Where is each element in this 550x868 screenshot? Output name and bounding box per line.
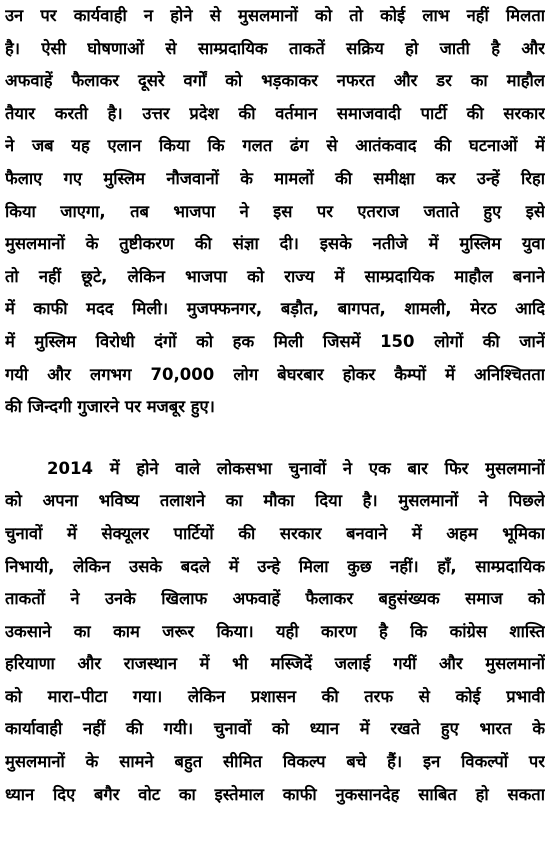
paragraph-1-line: किया जाएगा, तब भाजपा ने इस पर एतराज जताते हुए इसे xyxy=(5,201,545,221)
paragraph-2-line: को अपना भविष्य तलाशने का मौका दिया है। मुसलमानों ने पिछले xyxy=(5,491,545,511)
paragraph-2-line: कार्यावाही नहीं की गयी। चुनावों को ध्यान में रखते हुए भारत के xyxy=(5,719,545,739)
paragraph-2-line: ध्यान दिए बगैर वोट का इस्तेमाल काफी नुकसानदेह साबित हो सकता xyxy=(5,784,545,804)
paragraph-1-line: अफवाहें फैलाकर दूसरे वर्गों को भड़काकर नफरत और डर का माहौल xyxy=(5,71,545,91)
paragraph-1-line: तो नहीं छूटे, लेकिन भाजपा को राज्य में साम्प्रदायिक माहौल बनाने xyxy=(5,266,545,286)
paragraph-2-line: उकसाने का काम जरूर किया। यही कारण है कि कांग्रेस शास्ति xyxy=(5,621,545,641)
paragraph-1-line: मुसलमानों के तुष्टीकरण की संज्ञा दी। इसके नतीजे में मुस्लिम युवा xyxy=(5,234,545,254)
paragraph-1-line: में काफी मदद मिली। मुजफ्फनगर, बड़ौत, बागपत, शामली, मेरठ आदि xyxy=(5,299,545,319)
document-page xyxy=(5,0,545,811)
paragraph-1-line: गयी और लगभग 70,000 लोग बेघरबार होकर कैम्पों में अनिश्चितता xyxy=(5,364,545,384)
paragraph-1 xyxy=(5,0,545,424)
paragraph-2-line: चुनावों में सेक्यूलर पार्टियों की सरकार बनवाने में अहम भूमिका xyxy=(5,523,545,543)
paragraph-1-line: में मुस्लिम विरोधी दंगों को हक मिली जिसमें 150 लोगों की जानें xyxy=(5,331,545,351)
paragraph-2-line: मुसलमानों के सामने बहुत सीमित विकल्प बचे हैं। इन विकल्पों पर xyxy=(5,752,545,772)
paragraph-2-line: ताकतों ने उनके खिलाफ अफवाहें फैलाकर बहुसंख्यक समाज को xyxy=(5,589,545,609)
paragraph-2-line: हरियाणा और राजस्थान में भी मस्जिदें जलाई गयीं और मुसलमानों xyxy=(5,654,545,674)
paragraph-1-line: तैयार करती है। उत्तर प्रदेश की वर्तमान समाजवादी पार्टी की सरकार xyxy=(5,103,545,123)
paragraph-1-line: उन पर कार्यवाही न होने से मुसलमानों को तो कोई लाभ नहीं मिलता xyxy=(5,6,545,25)
paragraph-1-line: ने जब यह एलान किया कि गलत ढंग से आतंकवाद की घटनाओं में xyxy=(5,136,545,156)
paragraph-1-line: है। ऐसी घोषणाओं से साम्प्रदायिक ताकतें सक्रिय हो जाती है और xyxy=(5,38,545,58)
paragraph-2-line: 2014 में होने वाले लोकसभा चुनावों ने एक बार फिर मुसलमानों xyxy=(47,458,545,478)
paragraph-1-line: फैलाए गए मुस्लिम नौजवानों के मामलों की समीक्षा कर उन्हें रिहा xyxy=(5,168,545,188)
paragraph-2-line: निभायी, लेकिन उसके बदले में उन्हे मिला कुछ नहीं। हाँ, साम्प्रदायिक xyxy=(5,556,545,576)
paragraph-2-line: को मारा–पीटा गया। लेकिन प्रशासन की तरफ से कोई प्रभावी xyxy=(5,686,545,706)
paragraph-2 xyxy=(5,453,545,812)
paragraph-1-line: की जिन्दगी गुजारने पर मजबूर हुए। xyxy=(5,397,215,417)
